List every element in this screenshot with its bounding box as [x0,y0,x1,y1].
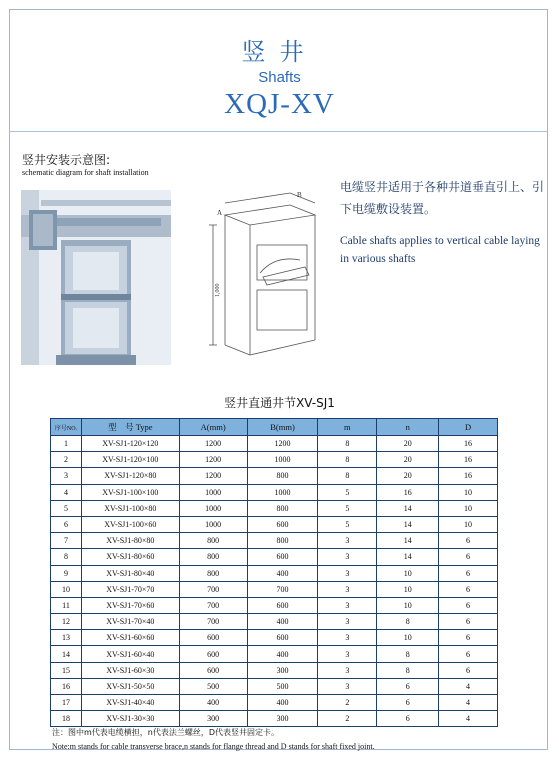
col-header-n: n [377,419,439,436]
cell-d: 6 [439,565,498,581]
cell-d: 6 [439,597,498,613]
cell-d: 6 [439,614,498,630]
cell-d: 6 [439,581,498,597]
cell-d: 16 [439,468,498,484]
cell-a: 1200 [179,436,247,452]
cell-m: 3 [318,549,377,565]
cell-m: 5 [318,500,377,516]
cell-d: 6 [439,646,498,662]
cell-no: 16 [51,678,82,694]
cell-b: 600 [247,630,318,646]
cell-d: 16 [439,436,498,452]
cell-b: 600 [247,549,318,565]
cell-no: 14 [51,646,82,662]
shaft-drawing [205,185,330,365]
cell-model: XV-SJ1-80×40 [81,565,179,581]
dim-b-label: B [297,191,302,199]
cell-model: XV-SJ1-60×60 [81,630,179,646]
cell-a: 1000 [179,484,247,500]
col-header-b: B(mm) [247,419,318,436]
cell-no: 15 [51,662,82,678]
schematic-label-cn: 竖井安装示意图: [22,153,111,167]
cell-n: 14 [377,516,439,532]
cell-d: 6 [439,549,498,565]
cell-d: 6 [439,662,498,678]
table-row [51,614,498,630]
cell-no: 8 [51,549,82,565]
cell-d: 10 [439,484,498,500]
cell-d: 6 [439,533,498,549]
cell-a: 600 [179,662,247,678]
cell-n: 10 [377,565,439,581]
cell-a: 500 [179,678,247,694]
cell-no: 17 [51,695,82,711]
cell-m: 8 [318,436,377,452]
cell-m: 8 [318,452,377,468]
cell-n: 20 [377,468,439,484]
cell-m: 3 [318,597,377,613]
cell-no: 4 [51,484,82,500]
table-row [51,549,498,565]
cell-n: 20 [377,436,439,452]
cell-no: 18 [51,711,82,727]
table-title: 竖井直通井节XV-SJ1 [224,396,335,410]
cell-no: 7 [51,533,82,549]
cell-a: 1200 [179,452,247,468]
cell-b: 400 [247,565,318,581]
col-header-a: A(mm) [179,419,247,436]
cell-n: 6 [377,711,439,727]
cell-a: 700 [179,581,247,597]
cell-no: 10 [51,581,82,597]
cell-model: XV-SJ1-30×30 [81,711,179,727]
dim-a-label: A [217,209,223,217]
cell-no: 11 [51,597,82,613]
table-row [51,581,498,597]
cell-m: 3 [318,678,377,694]
note-cn: 注：图中m代表电缆横担，n代表法兰螺丝，D代表竖井固定卡。 [52,728,280,737]
cell-n: 6 [377,678,439,694]
cell-model: XV-SJ1-80×80 [81,533,179,549]
cell-model: XV-SJ1-60×40 [81,646,179,662]
table-row [51,533,498,549]
table-row [51,484,498,500]
cell-a: 600 [179,646,247,662]
cell-a: 1000 [179,500,247,516]
cell-model: XV-SJ1-120×100 [81,452,179,468]
cell-b: 300 [247,662,318,678]
table-row [51,516,498,532]
cell-n: 20 [377,452,439,468]
table-row [51,630,498,646]
cell-d: 16 [439,452,498,468]
cell-no: 12 [51,614,82,630]
cell-b: 1000 [247,452,318,468]
cell-m: 8 [318,468,377,484]
cell-no: 9 [51,565,82,581]
cell-d: 4 [439,695,498,711]
installation-photo [21,190,171,365]
cell-m: 3 [318,646,377,662]
cell-n: 14 [377,533,439,549]
cell-m: 3 [318,565,377,581]
cell-model: XV-SJ1-120×120 [81,436,179,452]
table-row [51,646,498,662]
cell-d: 4 [439,678,498,694]
cell-no: 6 [51,516,82,532]
cell-m: 3 [318,614,377,630]
cell-b: 800 [247,468,318,484]
dim-height-label: 1,000 [215,283,221,297]
cell-m: 2 [318,695,377,711]
cell-a: 800 [179,533,247,549]
table-row [51,597,498,613]
table-row [51,695,498,711]
cell-n: 8 [377,614,439,630]
cell-n: 14 [377,500,439,516]
cell-model: XV-SJ1-80×60 [81,549,179,565]
col-header-no: 序号NO. [51,419,82,436]
cell-d: 6 [439,630,498,646]
spec-table [50,418,498,727]
page-title-en: Shafts [258,69,301,86]
cell-a: 700 [179,614,247,630]
cell-d: 10 [439,500,498,516]
cell-m: 2 [318,711,377,727]
cell-b: 700 [247,581,318,597]
table-row [51,468,498,484]
cell-n: 10 [377,581,439,597]
cell-model: XV-SJ1-70×40 [81,614,179,630]
cell-model: XV-SJ1-70×60 [81,597,179,613]
cell-d: 4 [439,711,498,727]
cell-m: 3 [318,533,377,549]
model-code: XQJ-XV [224,88,335,120]
table-row [51,452,498,468]
cell-a: 800 [179,565,247,581]
cell-no: 5 [51,500,82,516]
cell-m: 3 [318,662,377,678]
cell-b: 300 [247,711,318,727]
cell-b: 400 [247,614,318,630]
cell-model: XV-SJ1-100×60 [81,516,179,532]
cell-a: 400 [179,695,247,711]
cell-b: 1200 [247,436,318,452]
cell-b: 600 [247,597,318,613]
cell-b: 500 [247,678,318,694]
table-row [51,500,498,516]
table-row [51,678,498,694]
cell-n: 8 [377,662,439,678]
cell-no: 2 [51,452,82,468]
cell-m: 3 [318,581,377,597]
cell-n: 6 [377,695,439,711]
cell-d: 10 [439,516,498,532]
cell-model: XV-SJ1-50×50 [81,678,179,694]
table-row [51,565,498,581]
cell-model: XV-SJ1-100×100 [81,484,179,500]
cell-a: 800 [179,549,247,565]
cell-a: 700 [179,597,247,613]
cell-model: XV-SJ1-70×70 [81,581,179,597]
cell-b: 400 [247,695,318,711]
cell-b: 400 [247,646,318,662]
cell-a: 1200 [179,468,247,484]
description-cn: 电缆竖井适用于各种井道垂直引上、引下电缆敷设装置。 [340,180,545,216]
cell-b: 600 [247,516,318,532]
table-row [51,662,498,678]
cell-m: 3 [318,630,377,646]
table-header-row [51,419,498,436]
cell-b: 1000 [247,484,318,500]
cell-b: 800 [247,500,318,516]
description-en: Cable shafts applies to vertical cable laying in various shafts [340,235,540,265]
page-title-cn: 竖井 [241,38,318,66]
cell-m: 5 [318,516,377,532]
cell-b: 800 [247,533,318,549]
cell-n: 10 [377,597,439,613]
cell-model: XV-SJ1-40×40 [81,695,179,711]
cell-no: 3 [51,468,82,484]
header-divider [9,131,548,132]
schematic-label-en: schematic diagram for shaft installation [22,168,149,177]
col-header-m: m [318,419,377,436]
cell-n: 10 [377,630,439,646]
cell-model: XV-SJ1-60×30 [81,662,179,678]
table-row [51,711,498,727]
cell-a: 1000 [179,516,247,532]
table-row [51,436,498,452]
note-en: Note:m stands for cable transverse brace,n stands for flange thread and D stands for shaft fixed joint. [52,742,375,751]
cell-model: XV-SJ1-100×80 [81,500,179,516]
cell-m: 5 [318,484,377,500]
cell-no: 1 [51,436,82,452]
cell-no: 13 [51,630,82,646]
cell-a: 600 [179,630,247,646]
cell-model: XV-SJ1-120×80 [81,468,179,484]
cell-a: 300 [179,711,247,727]
cell-n: 8 [377,646,439,662]
cell-n: 14 [377,549,439,565]
col-header-d: D [439,419,498,436]
cell-n: 16 [377,484,439,500]
col-header-type: 型 号 Type [81,419,179,436]
